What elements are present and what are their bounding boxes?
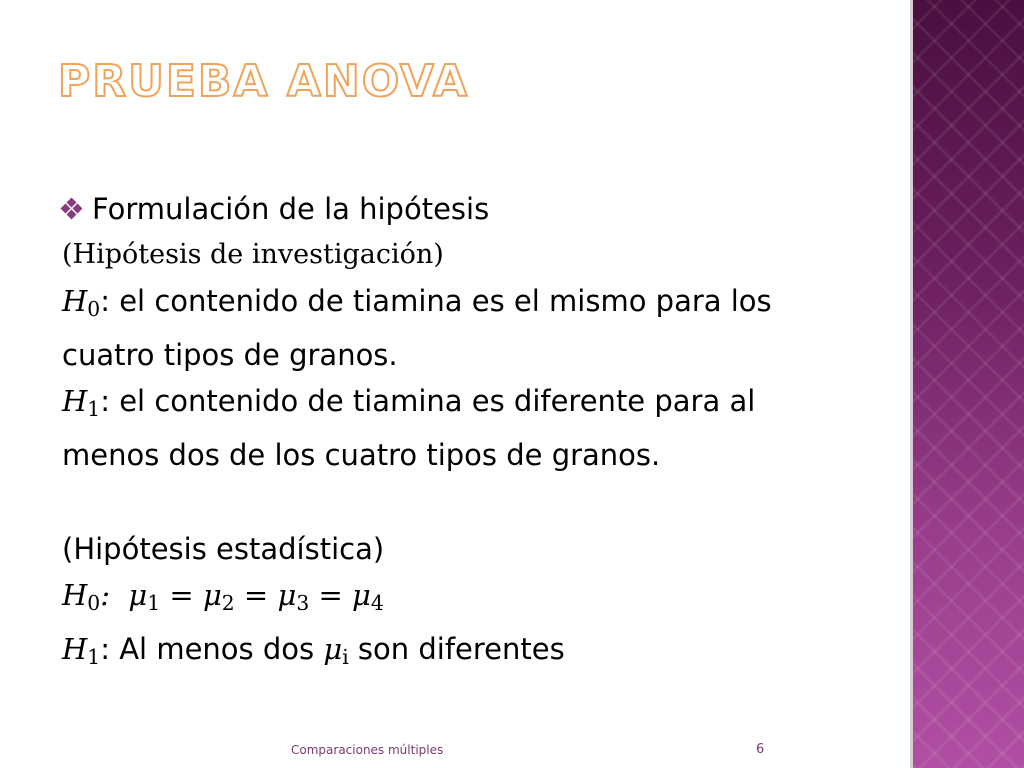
bullet-text: Formulación de la hipótesis: [92, 192, 490, 226]
slide-title: PRUEBA ANOVA: [58, 56, 470, 107]
h0-symbol: $H_0$: [62, 284, 101, 322]
slide-footer: Comparaciones múltiples: [291, 743, 444, 757]
h0-text: el contenido de tiamina es el mismo para los cuatro tipos de granos.: [62, 284, 772, 373]
h1-research: $H_1$: el contenido de tiamina es diferente para al menos dos de los cuatro tipos de granos.: [62, 384, 756, 473]
h0-statistical: $H_0$: $\mu_1 = \mu_2 = \mu_3 = \mu_4$: [62, 578, 384, 616]
research-heading: (Hipótesis de investigación): [62, 239, 444, 270]
slide-content: [62, 186, 852, 680]
h1-statistical: $H_1$: Al menos dos $\mu_i$ son diferentes: [62, 632, 565, 670]
page-number: 6: [756, 742, 765, 757]
h0-research: $H_0$: el contenido de tiamina es el mismo para los cuatro tipos de granos.: [62, 284, 772, 373]
h1-symbol: $H_1$: [62, 384, 101, 422]
h1-text: el contenido de tiamina es diferente para al menos dos de los cuatro tipos de granos.: [62, 384, 756, 473]
stat-heading: (Hipótesis estadística): [62, 532, 385, 567]
bullet-item: [62, 186, 852, 232]
diamond-cluster-icon: [62, 199, 82, 219]
decorative-side-panel: [913, 0, 1024, 768]
